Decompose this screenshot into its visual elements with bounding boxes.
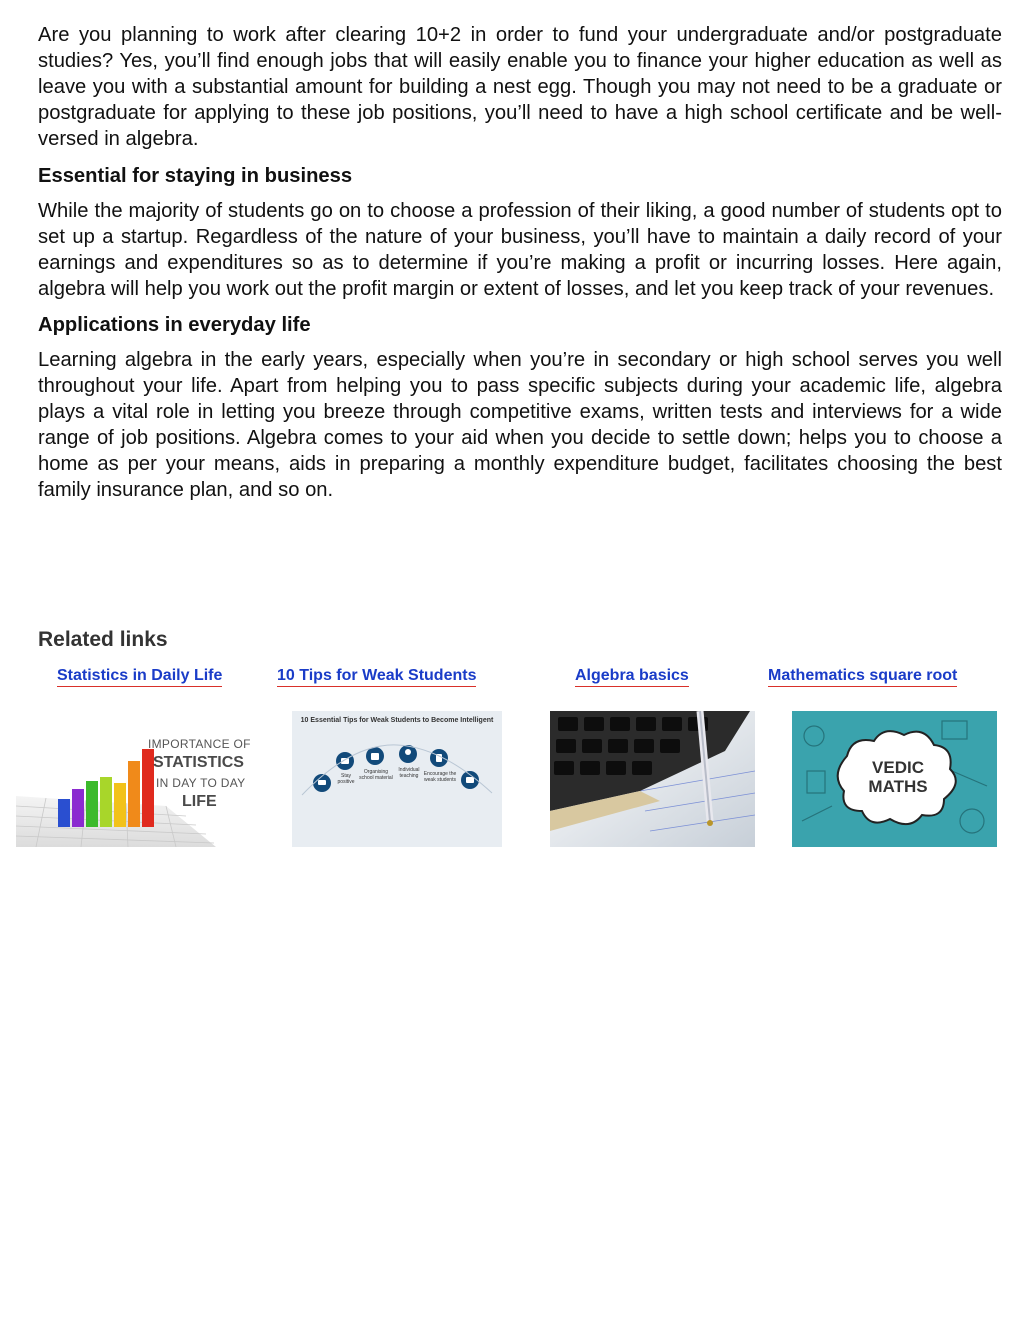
related-links-title: Related links [38, 628, 168, 651]
tip-caption-organising: Organising school material [359, 769, 393, 781]
tip-caption-positive: Stay positive [337, 773, 355, 785]
thumbnail-algebra-basics[interactable] [550, 711, 755, 847]
thumb-tips-title: 10 Essential Tips for Weak Students to Become Intelligent [300, 717, 494, 724]
section-paragraph-everyday: Learning algebra in the early years, especially when you’re in secondary or high school serves you well throughout your life. Apart from helping you to pass specific subjects during your academic life, algebra plays a vital role in letting you breeze through competitive exams, written tests and interviews for a wide range of job positions. Algebra comes to your aid when you decide to settle down; helps you to choose a home as per your means, aids in preparing a monthly expenditure budget, facilitates choosing the best family insurance plan, and so on. [38, 349, 1002, 501]
intro-paragraph: Are you planning to work after clearing 10+2 in order to fund your undergraduate and/or postgraduate studies? Yes, you’ll find enough jobs that will easily enable you to finance your higher education as well as leave you with a substantial amount for building a nest egg. Though you may not need to be a graduate or postgraduate for applying to these job positions, you’ll need to have a high school certificate and be well-versed in algebra. [38, 24, 1002, 150]
thumb-vedic-line2: MATHS [868, 777, 928, 796]
related-link-square-root[interactable]: Mathematics square root [768, 667, 957, 687]
related-link-weak-students[interactable]: 10 Tips for Weak Students [277, 667, 476, 687]
related-link-algebra-basics[interactable]: Algebra basics [575, 667, 689, 687]
thumbnail-square-root[interactable] [792, 711, 997, 847]
section-paragraph-business: While the majority of students go on to choose a profession of their liking, a good number of students opt to set up a startup. Regardless of the nature of your business, you’ll have to maintain a daily record of your earnings and expenditures so as to determine if you’re making a profit or incurring losses. Here again, algebra will help you work out the profit margin or extent of losses, and let you keep track of your revenues. [38, 200, 1002, 300]
tip-caption-individual: Individual teaching [398, 767, 420, 779]
thumbnail-weak-students[interactable] [292, 711, 502, 847]
related-link-statistics[interactable]: Statistics in Daily Life [57, 667, 222, 687]
thumbnail-statistics[interactable] [16, 711, 266, 847]
calculator-icon [550, 711, 755, 847]
thumb-vedic-line1: VEDIC [872, 758, 924, 777]
thumb-statistics-line3: IN DAY TO DAY [156, 776, 246, 790]
tip-caption-encourage: Encourage the weak students [423, 771, 457, 783]
tips-icons-row [292, 725, 502, 805]
thumb-statistics-line1: IMPORTANCE OF [148, 737, 251, 751]
thumb-statistics-line4: LIFE [182, 793, 217, 810]
article-body [38, 22, 1002, 503]
section-heading-everyday: Applications in everyday life [38, 314, 311, 336]
section-heading-business: Essential for staying in business [38, 165, 353, 187]
thumb-statistics-line2: STATISTICS [153, 754, 244, 771]
